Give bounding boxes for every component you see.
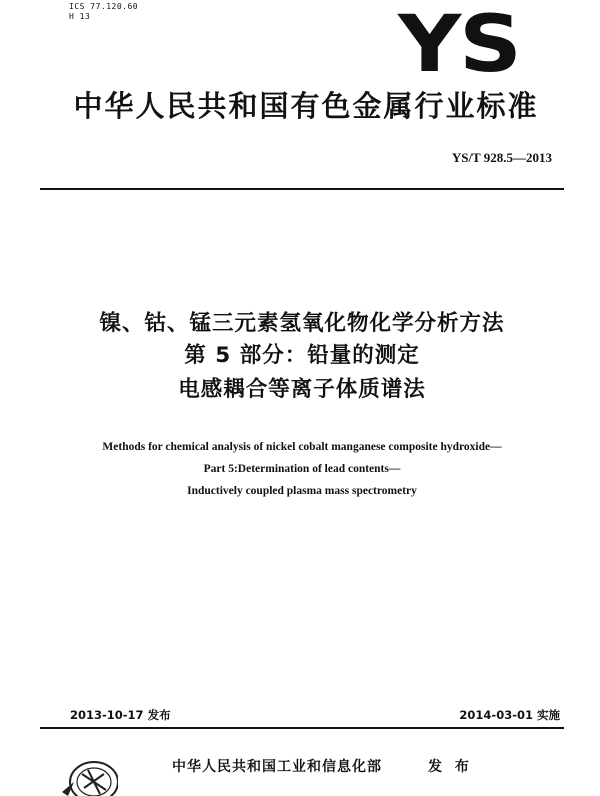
standard-category-title: 中华人民共和国有色金属行业标准 bbox=[73, 89, 539, 123]
top-divider bbox=[40, 188, 564, 190]
issue-label: 发 布 bbox=[428, 759, 473, 775]
en-title-line-1: Methods for chemical analysis of nickel cobalt manganese composite hydroxide— bbox=[102, 441, 502, 453]
classification-codes bbox=[69, 2, 138, 22]
cn-title-line-2: 第 5 部分：铅量的测定 bbox=[184, 343, 420, 368]
ys-logo: YS bbox=[398, 0, 520, 90]
cn-title-line-3: 电感耦合等离子体质谱法 bbox=[178, 377, 426, 402]
ccs-code: H 13 bbox=[69, 12, 91, 21]
en-title-line-3: Inductively coupled plasma mass spectrometry bbox=[187, 485, 417, 497]
issue-date: 2013-10-17 发布 bbox=[70, 708, 171, 722]
implementation-date: 2014-03-01 实施 bbox=[459, 708, 560, 722]
cn-title-line-1: 镍、钴、锰三元素氢氧化物化学分析方法 bbox=[99, 311, 505, 336]
ministry-seal-icon bbox=[58, 752, 118, 796]
issuing-authority: 中华人民共和国工业和信息化部 bbox=[172, 759, 382, 775]
ics-code: ICS 77.120.60 bbox=[69, 2, 139, 11]
bottom-divider bbox=[40, 727, 564, 729]
en-title-line-2: Part 5:Determination of lead contents— bbox=[203, 463, 401, 475]
standard-number: YS/T 928.5—2013 bbox=[451, 150, 552, 165]
